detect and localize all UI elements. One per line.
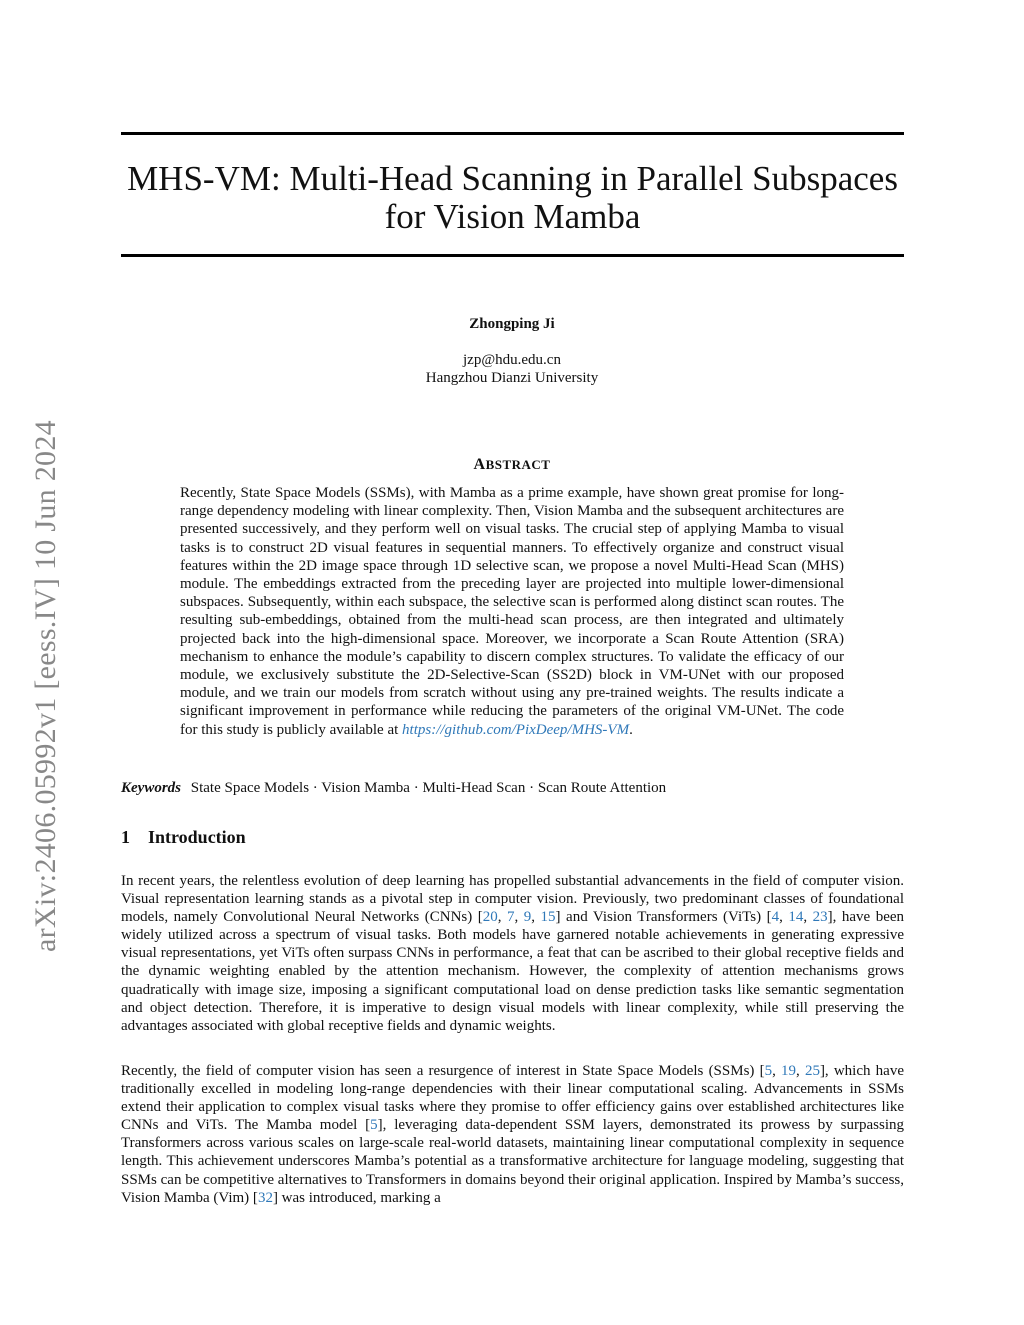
citation-link[interactable]: 7 xyxy=(507,909,515,926)
section-number: 1 xyxy=(121,827,130,847)
paragraph-text: , xyxy=(497,909,507,926)
citation-link[interactable]: 9 xyxy=(523,909,532,926)
author-name: Zhongping Ji xyxy=(469,316,555,332)
paper-title: MHS-VM: Multi-Head Scanning in Parallel Subspaces for Vision Mamba xyxy=(127,159,898,236)
abstract-end: . xyxy=(629,721,633,738)
author-affiliation: Hangzhou Dianzi University xyxy=(425,370,599,386)
paragraph-text: ], which have traditionally excelled in modeling long-range dependencies with their linear computational scaling. Advancements in SSMs extend their application to complex visual tasks where they promise to offer efficiency gains over established architectures like CNNs and ViTs. The Mamba model [ xyxy=(121,1063,904,1134)
citation-link[interactable]: 20 xyxy=(482,909,498,926)
citation-link[interactable]: 19 xyxy=(781,1063,797,1079)
paragraph-text: ], have been widely utilized across a spectrum of visual tasks. Both models have garnered notable achievements in generating expressive visual representations, yet ViTs often surpass CNNs in performance, a feat that can be ascribed to their global receptive fields and the dynamic weighting enabled by the attention mechanism. However, the complexity of attention mechanisms grows quadratically with image size, imposing a significant computational load on dense prediction tasks like semantic segmentation and object detection. Therefore, it is imperative to design visual models with linear complexity, while still preserving the advantages associated with global receptive fields and dynamic weights. xyxy=(121,909,905,1034)
paragraph-text: , xyxy=(531,909,541,926)
citation-link[interactable]: 14 xyxy=(788,909,804,926)
paragraph-text: ], leveraging data-dependent SSM layers, demonstrated its prowess by surpassing Transformers across various scales on large-scale real-world datasets, maintaining linear computational complexity in sequence length. This achievement underscores Mamba’s potential as a transformative architecture for language modeling, suggesting that SSMs can be competitive alternatives to Transformers in domains beyond their original application. Inspired by Mamba’s success, Vision Mamba (Vim) [ xyxy=(121,1117,904,1206)
paragraph-text: In recent years, the relentless evolution of deep learning has propelled substantial advancements in the field of computer vision. Visual representation learning stands as a pivotal step in computer vision. Previously, two predominant classes of foundational models, namely Convolutional Neural Networks (CNNs) [ xyxy=(121,873,904,926)
abstract-heading-initial: A xyxy=(473,456,486,473)
section-heading-introduction xyxy=(121,827,246,848)
paragraph-text: Recently, the field of computer vision has seen a resurgence of interest in State Space Models (SSMs) [ xyxy=(121,1063,765,1079)
arxiv-identifier-stamp: arXiv:2406.05992v1 [eess.IV] 10 Jun 2024 xyxy=(29,420,62,952)
abstract-heading xyxy=(0,456,1024,474)
section-title: Introduction xyxy=(148,827,246,847)
paragraph-text: ] was introduced, marking a xyxy=(272,1189,441,1206)
title-top-rule xyxy=(121,132,904,135)
title-bottom-rule xyxy=(121,254,904,257)
code-repository-link[interactable]: https://github.com/PixDeep/MHS-VM xyxy=(402,721,630,738)
intro-paragraph-2 xyxy=(121,1062,904,1207)
abstract-text: Recently, State Space Models (SSMs), with Mamba as a prime example, have shown great promise for long-range dependency modeling with linear complexity. Then, Vision Mamba and the subsequent architectures are presented successively, and they perform well on visual tasks. The crucial step of applying Mamba to visual tasks is to construct 2D visual features in sequential manners. To effectively organize and construct visual features within the 2D image space through 1D selective scan, we propose a novel Multi-Head Scan (MHS) module. The embeddings extracted from the preceding layer are projected into multiple lower-dimensional subspaces. Subsequently, within each subspace, the selective scan is performed along distinct scan routes. The resulting sub-embeddings, obtained from the multi-head scan process, are then integrated and ultimately projected back into the high-dimensional space. Moreover, we incorporate a Scan Route Attention (SRA) mechanism to enhance the module’s capability to discern complex structures. To validate the efficacy of our module, we exclusively substitute the 2D-Selective-Scan (SS2D) block in VM-UNet with our proposed module, and we train our models from scratch without using any pre-trained weights. The results indicate a significant improvement in performance while reducing the parameters of the original VM-UNet. The code for this study is publicly available at xyxy=(180,485,844,738)
intro-paragraph-1 xyxy=(121,872,904,1035)
citation-link[interactable]: 23 xyxy=(812,909,828,926)
citation-link[interactable]: 15 xyxy=(540,909,556,926)
keywords-label: Keywords xyxy=(121,780,181,796)
paragraph-text: , xyxy=(803,909,813,926)
paragraph-text: ] and Vision Transformers (ViTs) [ xyxy=(555,909,772,926)
paragraph-text: , xyxy=(779,909,789,926)
keywords-text: State Space Models · Vision Mamba · Multi-Head Scan · Scan Route Attention xyxy=(190,780,667,796)
citation-link[interactable]: 5 xyxy=(370,1117,378,1134)
paragraph-text: , xyxy=(514,909,524,926)
abstract-body xyxy=(180,484,844,739)
citation-link[interactable]: 32 xyxy=(257,1189,273,1206)
citation-link[interactable]: 4 xyxy=(771,909,780,926)
keywords-line xyxy=(121,779,904,797)
paragraph-text: , xyxy=(772,1063,782,1079)
citation-link[interactable]: 5 xyxy=(764,1063,773,1079)
author-email: jzp@hdu.edu.cn xyxy=(463,352,561,368)
abstract-heading-rest: BSTRACT xyxy=(485,457,551,472)
citation-link[interactable]: 25 xyxy=(804,1063,820,1079)
paragraph-text: , xyxy=(796,1063,805,1079)
